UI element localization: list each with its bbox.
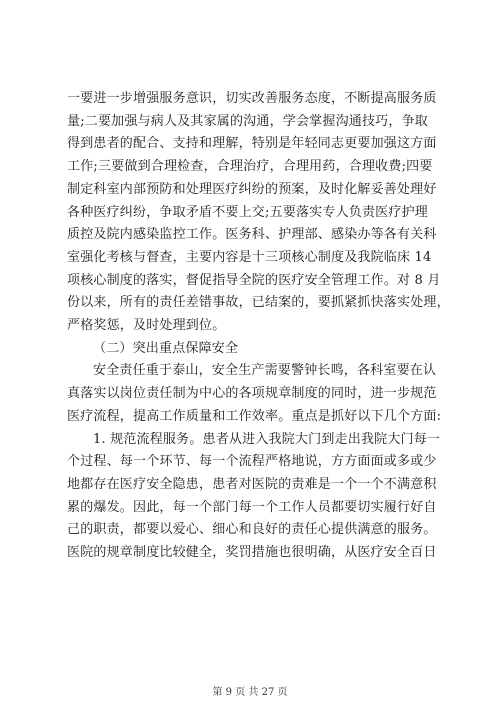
text-line: 累的爆发。因此，每一个部门每一个工作人员都要切实履行好自	[67, 499, 437, 515]
text-line: 质控及院内感染监控工作。医务科、护理部、感染办等各有关科	[67, 227, 437, 243]
text-line: 真落实以岗位责任制为中心的各项规章制度的同时，进一步规范	[67, 386, 437, 402]
page-number-footer: 第 9 页 共 27 页	[212, 687, 288, 698]
text-line: 医疗流程，提高工作质量和工作效率。重点是抓好以下几个方面:	[67, 408, 442, 424]
section-heading	[67, 338, 435, 361]
text-line: 得到患者的配合、支持和理解，特别是年轻同志更要加强这方面	[67, 136, 437, 152]
text-line: 安全责任重于泰山，安全生产需要警钟长鸣，各科室要在认	[93, 363, 437, 379]
text-line: 个过程、每一个环节、每一个流程严格地说，方方面面或多或少	[67, 454, 437, 470]
text-line: 份以来，所有的责任差错事故，已结案的，要抓紧抓快落实处理，	[67, 295, 450, 311]
text-line: 项核心制度的落实，督促指导全院的医疗安全管理工作。对 8 月	[67, 272, 441, 288]
text-line: 各种医疗纠纷，争取矛盾不要上交;五要落实专人负责医疗护理	[67, 204, 428, 220]
text-line: 己的职责，都要以爱心、细心和良好的责任心提供满意的服务。	[67, 522, 437, 538]
text-line: 制定科室内部预防和处理医疗纠纷的预案，及时化解妥善处理好	[67, 181, 437, 197]
text-line: 1. 规范流程服务。患者从进入我院大门到走出我院大门每一	[93, 431, 441, 447]
text-line: 室强化考核与督查，主要内容是十三项核心制度及我院临床 14	[67, 249, 432, 265]
text-line: 工作;三要做到合理检查，合理治疗，合理用药，合理收费;四要	[67, 159, 433, 175]
text-line: 一要进一步增强服务意识，切实改善服务态度，不断提高服务质	[67, 91, 437, 106]
paragraph-process	[67, 429, 441, 565]
text-line: 量;二要加强与病人及其家属的沟通，学会掌握沟通技巧，争取	[67, 113, 428, 129]
text-line: 医院的规章制度比较健全，奖罚措施也很明确，从医疗安全百日	[67, 545, 437, 561]
paragraph-service	[67, 88, 450, 338]
section-heading-text: （二）突出重点保障安全	[93, 340, 239, 356]
text-line: 地都存在医疗安全隐患，患者对医院的责难是一个一个不满意积	[67, 476, 437, 492]
text-line: 严格奖惩，及时处理到位。	[67, 318, 226, 334]
document-body	[67, 88, 450, 565]
paragraph-safety	[67, 360, 442, 428]
